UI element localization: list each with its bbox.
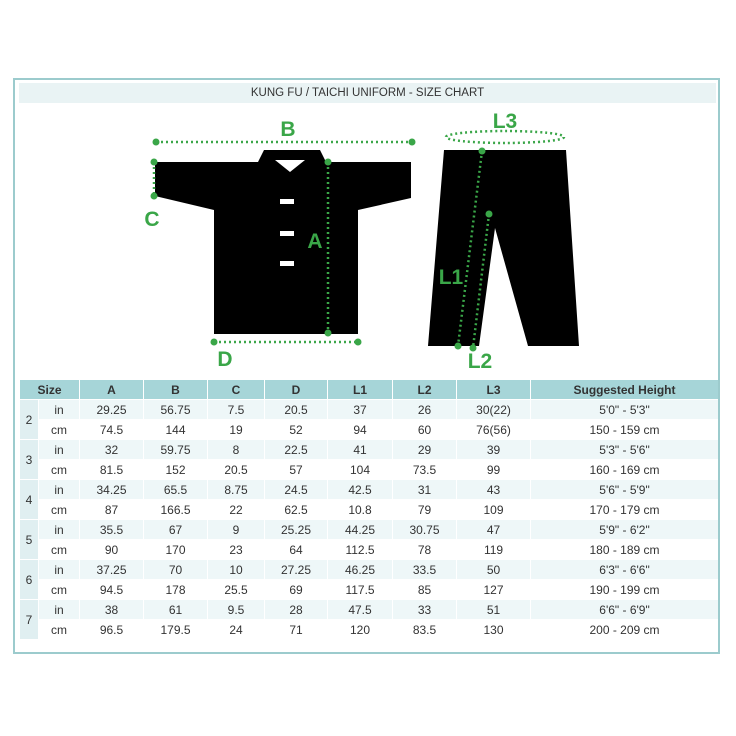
cell-d: 52 (265, 420, 327, 439)
cell-a: 74.5 (80, 420, 143, 439)
cell-height: 5'9" - 6'2" (531, 520, 718, 539)
table-row (20, 620, 718, 639)
size-cell: 4 (20, 480, 38, 519)
cell-a: 94.5 (80, 580, 143, 599)
cell-unit: cm (39, 500, 79, 519)
cell-l1: 44.25 (328, 520, 392, 539)
dot-d-left (211, 339, 218, 346)
uniform-illustration (15, 80, 718, 378)
cell-b: 61 (144, 600, 207, 619)
jacket-button-1 (280, 199, 294, 204)
cell-b: 179.5 (144, 620, 207, 639)
cell-l2: 33 (393, 600, 456, 619)
dot-b-left (153, 139, 160, 146)
cell-l2: 73.5 (393, 460, 456, 479)
cell-l1: 10.8 (328, 500, 392, 519)
cell-a: 96.5 (80, 620, 143, 639)
dot-c-top (151, 159, 158, 166)
cell-l1: 47.5 (328, 600, 392, 619)
cell-unit: in (39, 400, 79, 419)
cell-l3: 99 (457, 460, 530, 479)
cell-d: 20.5 (265, 400, 327, 419)
cell-unit: cm (39, 620, 79, 639)
cell-c: 8.75 (208, 480, 264, 499)
cell-height: 200 - 209 cm (531, 620, 718, 639)
table-row (20, 400, 718, 419)
jacket-illustration (155, 150, 411, 334)
cell-d: 25.25 (265, 520, 327, 539)
cell-a: 90 (80, 540, 143, 559)
cell-height: 190 - 199 cm (531, 580, 718, 599)
pants-illustration (428, 150, 579, 346)
cell-d: 69 (265, 580, 327, 599)
cell-b: 144 (144, 420, 207, 439)
cell-c: 8 (208, 440, 264, 459)
table-row (20, 480, 718, 499)
cell-c: 24 (208, 620, 264, 639)
dot-d-right (355, 339, 362, 346)
label-b: B (280, 118, 296, 141)
cell-l3: 39 (457, 440, 530, 459)
cell-l1: 94 (328, 420, 392, 439)
cell-l3: 76(56) (457, 420, 530, 439)
cell-height: 170 - 179 cm (531, 500, 718, 519)
header-c: C (208, 380, 264, 399)
size-cell: 7 (20, 600, 38, 639)
size-chart-frame (13, 78, 720, 654)
cell-b: 170 (144, 540, 207, 559)
label-d: D (217, 348, 233, 371)
cell-b: 166.5 (144, 500, 207, 519)
label-l1: L1 (438, 266, 464, 289)
dot-l1-bottom (455, 343, 462, 350)
cell-l2: 29 (393, 440, 456, 459)
header-a: A (80, 380, 143, 399)
cell-c: 23 (208, 540, 264, 559)
cell-unit: in (39, 560, 79, 579)
cell-c: 10 (208, 560, 264, 579)
dot-l1-top (479, 148, 486, 155)
label-l3: L3 (492, 110, 518, 133)
cell-unit: cm (39, 460, 79, 479)
cell-d: 64 (265, 540, 327, 559)
cell-l2: 83.5 (393, 620, 456, 639)
cell-l3: 47 (457, 520, 530, 539)
cell-c: 20.5 (208, 460, 264, 479)
size-cell: 2 (20, 400, 38, 439)
cell-l1: 37 (328, 400, 392, 419)
cell-a: 38 (80, 600, 143, 619)
cell-d: 22.5 (265, 440, 327, 459)
label-c: C (144, 208, 160, 231)
table-row (20, 520, 718, 539)
cell-unit: cm (39, 420, 79, 439)
cell-a: 35.5 (80, 520, 143, 539)
cell-l2: 85 (393, 580, 456, 599)
cell-height: 6'6" - 6'9" (531, 600, 718, 619)
cell-l2: 30.75 (393, 520, 456, 539)
cell-b: 152 (144, 460, 207, 479)
cell-l3: 130 (457, 620, 530, 639)
label-l2: L2 (467, 350, 493, 373)
table-row (20, 600, 718, 619)
size-table-body (20, 400, 718, 639)
dot-a-top (325, 159, 332, 166)
cell-l2: 79 (393, 500, 456, 519)
cell-l1: 104 (328, 460, 392, 479)
dot-l2-top (486, 211, 493, 218)
jacket-button-2 (280, 231, 294, 236)
label-a: A (307, 230, 323, 253)
cell-height: 160 - 169 cm (531, 460, 718, 479)
cell-d: 62.5 (265, 500, 327, 519)
cell-unit: in (39, 480, 79, 499)
cell-unit: cm (39, 580, 79, 599)
cell-a: 34.25 (80, 480, 143, 499)
cell-unit: cm (39, 540, 79, 559)
chart-title: KUNG FU / TAICHI UNIFORM - SIZE CHART (19, 83, 716, 103)
cell-a: 81.5 (80, 460, 143, 479)
cell-l3: 43 (457, 480, 530, 499)
table-row (20, 420, 718, 439)
size-cell: 5 (20, 520, 38, 559)
table-row (20, 540, 718, 559)
cell-c: 9.5 (208, 600, 264, 619)
table-row (20, 460, 718, 479)
jacket-body (155, 150, 411, 334)
cell-b: 56.75 (144, 400, 207, 419)
cell-a: 87 (80, 500, 143, 519)
size-table-header (20, 380, 718, 399)
table-row (20, 440, 718, 459)
cell-l1: 46.25 (328, 560, 392, 579)
cell-l1: 112.5 (328, 540, 392, 559)
cell-b: 70 (144, 560, 207, 579)
cell-height: 150 - 159 cm (531, 420, 718, 439)
cell-l3: 127 (457, 580, 530, 599)
cell-c: 19 (208, 420, 264, 439)
cell-d: 71 (265, 620, 327, 639)
cell-c: 9 (208, 520, 264, 539)
cell-b: 178 (144, 580, 207, 599)
cell-d: 24.5 (265, 480, 327, 499)
cell-l1: 120 (328, 620, 392, 639)
dot-a-bottom (325, 330, 332, 337)
cell-b: 67 (144, 520, 207, 539)
cell-a: 29.25 (80, 400, 143, 419)
table-row (20, 580, 718, 599)
cell-c: 7.5 (208, 400, 264, 419)
header-l1: L1 (328, 380, 392, 399)
cell-l3: 50 (457, 560, 530, 579)
size-cell: 3 (20, 440, 38, 479)
cell-d: 27.25 (265, 560, 327, 579)
size-table (19, 379, 719, 640)
header-l3: L3 (457, 380, 530, 399)
dot-b-right (409, 139, 416, 146)
cell-l2: 78 (393, 540, 456, 559)
cell-l3: 109 (457, 500, 530, 519)
table-row (20, 500, 718, 519)
cell-a: 32 (80, 440, 143, 459)
cell-l3: 51 (457, 600, 530, 619)
cell-l3: 119 (457, 540, 530, 559)
header-d: D (265, 380, 327, 399)
jacket-button-3 (280, 261, 294, 266)
cell-b: 59.75 (144, 440, 207, 459)
cell-b: 65.5 (144, 480, 207, 499)
cell-l2: 31 (393, 480, 456, 499)
cell-height: 5'6" - 5'9" (531, 480, 718, 499)
dot-c-bottom (151, 193, 158, 200)
pants-body (428, 150, 579, 346)
cell-l1: 117.5 (328, 580, 392, 599)
cell-height: 6'3" - 6'6" (531, 560, 718, 579)
cell-unit: in (39, 440, 79, 459)
header-size: Size (20, 380, 79, 399)
cell-l1: 42.5 (328, 480, 392, 499)
size-cell: 6 (20, 560, 38, 599)
cell-l2: 60 (393, 420, 456, 439)
cell-l3: 30(22) (457, 400, 530, 419)
cell-unit: in (39, 520, 79, 539)
cell-d: 57 (265, 460, 327, 479)
header-height: Suggested Height (531, 380, 718, 399)
cell-l1: 41 (328, 440, 392, 459)
cell-unit: in (39, 600, 79, 619)
cell-l2: 33.5 (393, 560, 456, 579)
cell-height: 5'3" - 5'6" (531, 440, 718, 459)
header-l2: L2 (393, 380, 456, 399)
cell-a: 37.25 (80, 560, 143, 579)
table-row (20, 560, 718, 579)
cell-d: 28 (265, 600, 327, 619)
cell-height: 5'0" - 5'3" (531, 400, 718, 419)
cell-c: 25.5 (208, 580, 264, 599)
cell-height: 180 - 189 cm (531, 540, 718, 559)
header-b: B (144, 380, 207, 399)
cell-l2: 26 (393, 400, 456, 419)
cell-c: 22 (208, 500, 264, 519)
